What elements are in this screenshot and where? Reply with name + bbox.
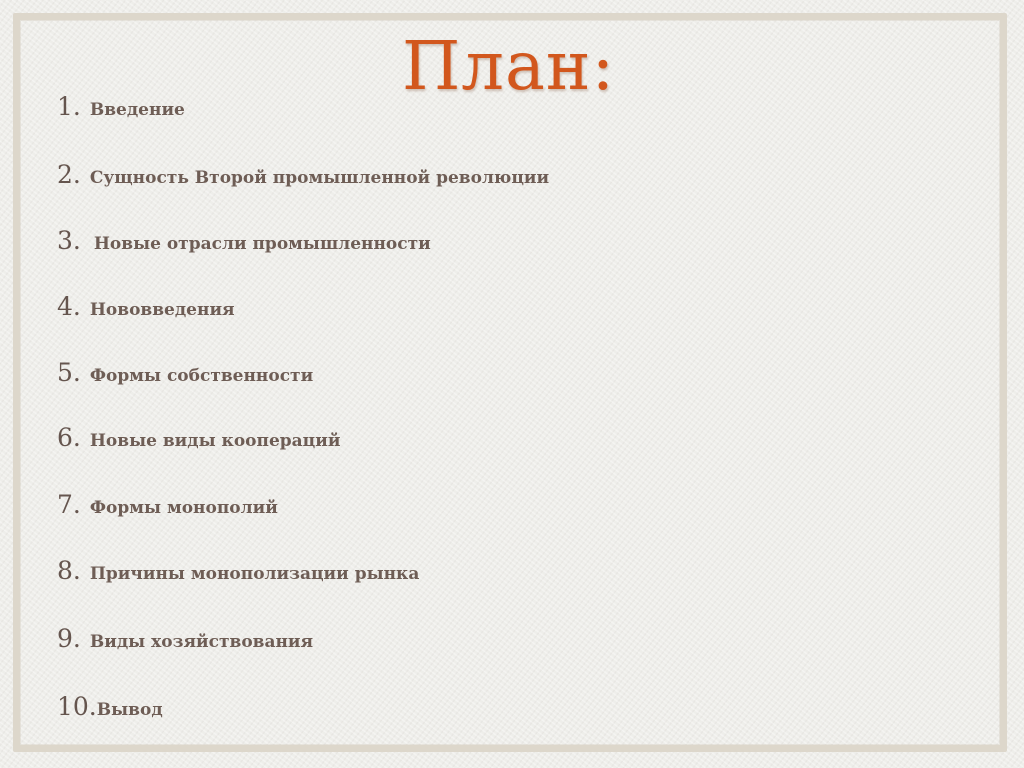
item-label: Новые виды коопераций: [89, 431, 341, 451]
item-label: Виды хозяйствования: [89, 632, 314, 652]
item-label: Новые отрасли промышленности: [93, 234, 431, 254]
list-item: [57, 226, 431, 266]
list-item: [57, 490, 278, 530]
list-item: [57, 92, 185, 132]
item-number: 6.: [57, 423, 81, 452]
item-label: Сущность Второй промышленной революции: [89, 168, 550, 188]
item-number: 10.: [57, 692, 97, 721]
item-number: 4.: [57, 292, 81, 321]
item-label: Вывод: [96, 700, 163, 720]
item-number: 8.: [57, 556, 81, 585]
list-item: [57, 692, 163, 732]
list-item: [57, 160, 549, 200]
item-number: 5.: [57, 358, 81, 387]
item-number: 3.: [57, 226, 81, 255]
item-number: 7.: [57, 490, 81, 519]
item-number: 9.: [57, 624, 81, 653]
item-label: Введение: [89, 100, 185, 120]
item-label: Формы монополий: [89, 498, 278, 518]
list-item: [57, 358, 313, 398]
item-number: 2.: [57, 160, 81, 189]
item-label: Нововведения: [89, 300, 235, 320]
item-number: 1.: [57, 92, 81, 121]
list-item: [57, 292, 235, 332]
slide-title: План:: [402, 27, 616, 105]
item-label: Формы собственности: [89, 366, 314, 386]
item-label: Причины монополизации рынка: [89, 564, 420, 584]
list-item: [57, 556, 419, 596]
list-item: [57, 423, 340, 463]
list-item: [57, 624, 313, 664]
